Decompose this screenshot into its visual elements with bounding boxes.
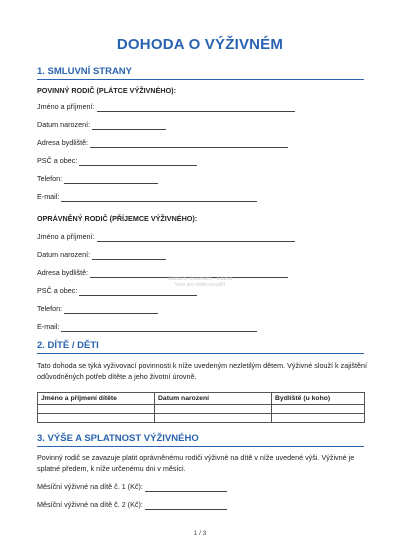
payer-phone-label: Telefon: [37, 174, 63, 183]
payer-name-line[interactable] [97, 103, 295, 112]
recipient-address-label: Adresa bydliště: [37, 268, 89, 277]
payer-postcode-line[interactable] [79, 157, 197, 166]
payer-postcode-label: PSČ a obec: [37, 156, 78, 165]
payer-phone-line[interactable] [64, 175, 158, 184]
support-child-1-line[interactable] [145, 483, 227, 492]
table-cell[interactable] [38, 405, 155, 414]
section-3-rule [37, 446, 364, 447]
table-cell[interactable] [155, 405, 272, 414]
payer-email-field[interactable] [37, 192, 257, 202]
section-1-rule [37, 79, 364, 80]
support-child-2-line[interactable] [145, 501, 227, 510]
document-title: DOHODA O VÝŽIVNÉM [116, 36, 284, 53]
payer-address-label: Adresa bydliště: [37, 138, 89, 147]
col-birthdate: Datum narození [155, 393, 272, 405]
recipient-email-label: E-mail: [37, 322, 60, 331]
table-cell[interactable] [272, 405, 365, 414]
support-child-2-label: Měsíční výživné na dítě č. 2 (Kč): [37, 500, 143, 509]
table-cell[interactable] [38, 414, 155, 423]
recipient-name-label: Jméno a příjmení: [37, 232, 95, 241]
page-number: 1 / 3 [193, 530, 207, 537]
recipient-birthdate-label: Datum narození: [37, 250, 91, 259]
recipient-name-field[interactable] [37, 232, 295, 242]
recipient-birthdate-line[interactable] [92, 251, 166, 260]
table-row [38, 405, 365, 414]
recipient-name-line[interactable] [97, 233, 295, 242]
recipient-phone-label: Telefon: [37, 304, 63, 313]
payer-name-label: Jméno a příjmení: [37, 102, 95, 111]
payer-address-field[interactable] [37, 138, 288, 148]
payer-heading: POVINNÝ RODIČ (PLÁTCE VÝŽIVNÉHO): [37, 86, 176, 95]
recipient-phone-field[interactable] [37, 304, 158, 314]
payer-birthdate-label: Datum narození: [37, 120, 91, 129]
payer-phone-field[interactable] [37, 174, 158, 184]
section-2-rule [37, 353, 364, 354]
support-child-2-field[interactable] [37, 500, 227, 510]
recipient-postcode-line[interactable] [79, 287, 197, 296]
section-3-heading: 3. VÝŠE A SPLATNOST VÝŽIVNÉHO [37, 433, 199, 444]
watermark-line-1: Ilustrační dokument – ukázka [167, 276, 233, 282]
section-1-heading: 1. SMLUVNÍ STRANY [37, 66, 133, 77]
section-2-text: Tato dohoda se týká vyživovací povinnosti k níže uvedeným nezletilým dětem. Výživné slouží k zajištění odůvodněných potřeb dítěte a jeho životní úrovně. [37, 361, 367, 381]
payer-birthdate-field[interactable] [37, 120, 166, 130]
table-cell[interactable] [272, 414, 365, 423]
table-header-row [38, 393, 365, 405]
recipient-birthdate-field[interactable] [37, 250, 166, 260]
recipient-heading: OPRÁVNĚNÝ RODIČ (PŘÍJEMCE VÝŽIVNÉHO): [37, 214, 198, 223]
watermark-line-2: Vzor pro vnitřní použití [174, 282, 226, 288]
table-row [38, 414, 365, 423]
col-child-name: Jméno a příjmení dítěte [38, 393, 155, 405]
payer-name-field[interactable] [37, 102, 295, 112]
support-child-1-field[interactable] [37, 482, 227, 492]
section-2-heading: 2. DÍTĚ / DĚTI [37, 340, 99, 351]
section-3-text: Povinný rodič se zavazuje platit oprávněnému rodiči výživné na dítě v níže uvedené výši. Výživné je splatné předem, k níže určenému dni v měsíci. [37, 453, 355, 473]
payer-birthdate-line[interactable] [92, 121, 166, 130]
support-child-1-label: Měsíční výživné na dítě č. 1 (Kč): [37, 482, 143, 491]
payer-address-line[interactable] [90, 139, 288, 148]
table-cell[interactable] [155, 414, 272, 423]
recipient-email-line[interactable] [61, 323, 257, 332]
payer-email-line[interactable] [61, 193, 257, 202]
recipient-postcode-label: PSČ a obec: [37, 286, 78, 295]
children-table [37, 392, 365, 423]
col-residence: Bydliště (u koho) [272, 393, 365, 405]
payer-email-label: E-mail: [37, 192, 60, 201]
recipient-phone-line[interactable] [64, 305, 158, 314]
payer-postcode-field[interactable] [37, 156, 197, 166]
recipient-email-field[interactable] [37, 322, 257, 332]
